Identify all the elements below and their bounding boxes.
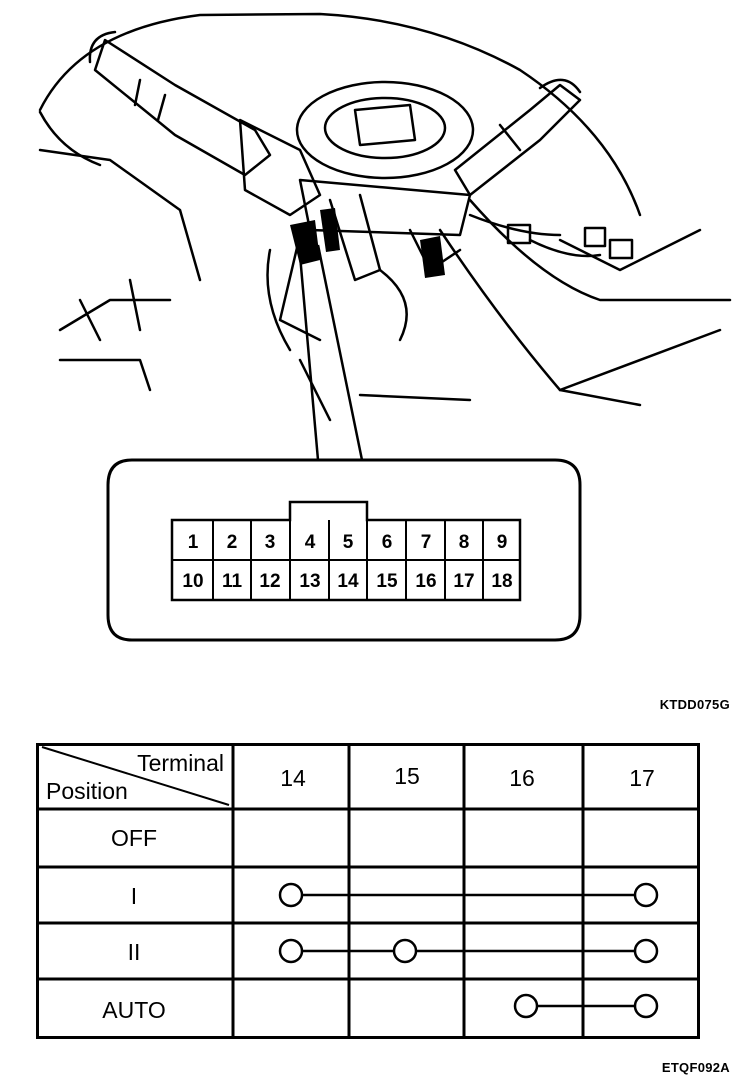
figure-code-bottom: ETQF092A [661,1060,730,1075]
pin-1: 1 [187,532,199,553]
pin-3: 3 [264,532,276,553]
pin-12: 12 [259,571,281,592]
marker-ii-17 [635,940,657,962]
pin-2: 2 [226,532,238,553]
position-auto: AUTO [102,997,166,1023]
marker-i-14 [280,884,302,906]
figure-code-top: KTDD075G [659,697,730,712]
pin-15: 15 [376,571,398,592]
pin-18: 18 [491,571,513,592]
continuity-table [36,743,700,1039]
pin-9: 9 [496,532,508,553]
steering-wheel-rim [40,14,640,215]
pin-13: 13 [299,571,321,592]
terminal-16: 16 [509,765,535,791]
marker-ii-15 [394,940,416,962]
position-ii: II [127,939,141,965]
pin-6: 6 [381,532,393,553]
marker-ii-14 [280,940,302,962]
pin-11: 11 [221,571,243,592]
header-position: Position [46,778,128,804]
clock-spring [297,82,473,178]
pin-5: 5 [342,532,354,553]
marker-auto-16 [515,995,537,1017]
terminal-17: 17 [629,765,655,791]
terminal-15: 15 [394,763,420,789]
pin-10: 10 [182,571,204,592]
pin-16: 16 [415,571,437,592]
position-i: I [130,883,138,909]
pin-8: 8 [458,532,470,553]
pin-14: 14 [337,571,359,592]
terminal-14: 14 [280,765,306,791]
pin-4: 4 [304,532,316,553]
marker-i-17 [635,884,657,906]
position-off: OFF [111,825,157,851]
wiper-lever [95,40,270,175]
marker-auto-17 [635,995,657,1017]
pin-7: 7 [420,532,432,553]
header-terminal: Terminal [137,750,224,776]
pin-17: 17 [453,571,475,592]
